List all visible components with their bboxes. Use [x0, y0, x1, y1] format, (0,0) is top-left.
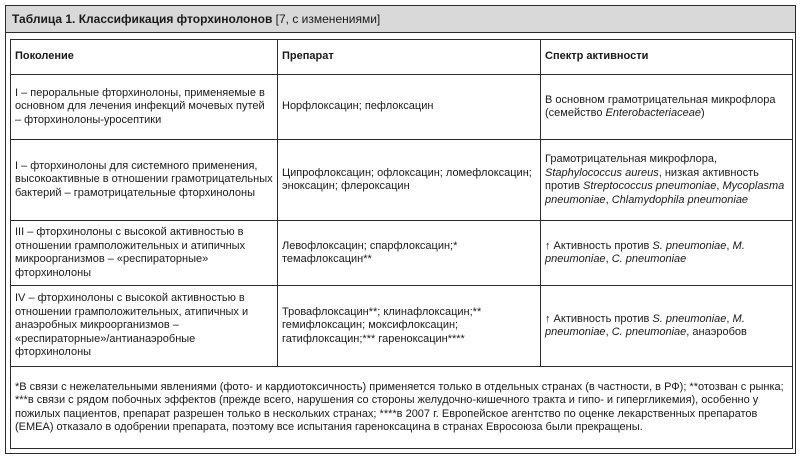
organism-name: Enterobacteriaceae: [605, 107, 701, 119]
organism-name: S. pneumoniae: [652, 239, 727, 252]
spectrum-text: ,: [716, 180, 723, 192]
spectrum-text: , низкая активность против: [545, 166, 759, 192]
generation-cell: IV – фторхинолоны с высокой активностью в отношении грамположительных, атипичных и анаэробных микроорганизмов – «респираторные»/антианаэробные фторхинолоны: [11, 286, 278, 367]
table-frame: [5, 5, 796, 454]
generation-cell: I – пероральные фторхинолоны, применяемые в основном для лечения инфекций мочевых путей – фторхинолоны-уросептики: [11, 75, 278, 140]
spectrum-cell: [541, 75, 793, 140]
spectrum-text: ,: [726, 239, 733, 252]
spectrum-text: ): [700, 107, 705, 119]
organism-name: M. pneumoniae: [545, 239, 745, 265]
footnote-text: *В связи с нежелательными явлениями (фото- и кардиотоксичность) применяется только в отдельных странах (в частности, в РФ); **отозван с рынка; ***в связи с рядом побочных эффектов (прежде всего, нарушения со стороны желудочно-кишечного тракта и гипо- и гипергликемия), особенно у пожилых пациентов, препарат разрешен только в нескольких странах; ****в 2007 г. Европейское агентство по оценке лекарственных препаратов (EMEA) отказало в одобрении препарата, поэтому все испытания гареноксацина в странах Евросоюза были прекращены.: [11, 367, 793, 449]
header-spectrum: Спектр активности: [541, 40, 793, 75]
header-drug: Препарат: [278, 40, 541, 75]
generation-cell: III – фторхинолоны с высокой активностью в отношении грамположительных и атипичных микроорганизмов – «респираторные» фторхинолоны: [11, 221, 278, 286]
spectrum-text: ,: [605, 253, 612, 265]
organism-name: Chlamydophila pneumoniae: [611, 193, 749, 206]
drug-cell: Тровафлоксацин**; клинафлоксацин;** гемифлоксацин; моксифлоксацин; гатифлоксацин;*** гареноксацин****: [278, 286, 541, 367]
table-row: [11, 286, 793, 367]
spectrum-text: ,: [605, 326, 612, 338]
spectrum-text: Грамотрицательная микрофлора,: [545, 153, 718, 165]
table-row: [11, 221, 793, 286]
table-row: [11, 75, 793, 140]
drug-cell: Норфлоксацин; пефлоксацин: [278, 75, 541, 140]
organism-name: S. pneumoniae: [652, 312, 727, 325]
header-row: [11, 40, 793, 75]
caption-title: Таблица 1. Классификация фторхинолонов: [12, 12, 273, 26]
organism-name: Streptococcus pneumoniae: [583, 180, 717, 192]
organism-name: Staphylococcus aureus: [545, 166, 659, 179]
spectrum-cell: [541, 286, 793, 367]
spectrum-text: ,: [605, 193, 612, 206]
spectrum-text: , анаэробов: [686, 326, 747, 338]
generation-cell: I – фторхинолоны для системного применения, высокоактивные в отношении грамотрицательных бактерий – грамотрицательные фторхинолоны: [11, 140, 278, 221]
organism-name: Mycoplasma pneumoniae: [545, 180, 785, 206]
table-row: [11, 140, 793, 221]
footnote-row: [11, 367, 793, 449]
organism-name: C. pneumoniae: [611, 326, 687, 338]
spectrum-text: ,: [726, 312, 733, 325]
drug-cell: Левофлоксацин; спарфлоксацин;* темафлоксацин**: [278, 221, 541, 286]
caption-source: [7, с изменениями]: [275, 12, 381, 26]
drug-cell: Ципрофлоксацин; офлоксацин; ломефлоксацин; эноксацин; флероксацин: [278, 140, 541, 221]
spectrum-text: В основном грамотрицательная микрофлора (семейство: [545, 93, 776, 119]
table-caption: [6, 6, 795, 33]
classification-table: [10, 39, 793, 449]
spectrum-cell: [541, 140, 793, 221]
spectrum-text: ↑ Активность против: [545, 312, 653, 325]
organism-name: M. pneumoniae: [545, 312, 745, 338]
spectrum-cell: [541, 221, 793, 286]
header-generation: Поколение: [11, 40, 278, 75]
spectrum-text: ↑ Активность против: [545, 239, 653, 252]
organism-name: C. pneumoniae: [611, 253, 687, 265]
